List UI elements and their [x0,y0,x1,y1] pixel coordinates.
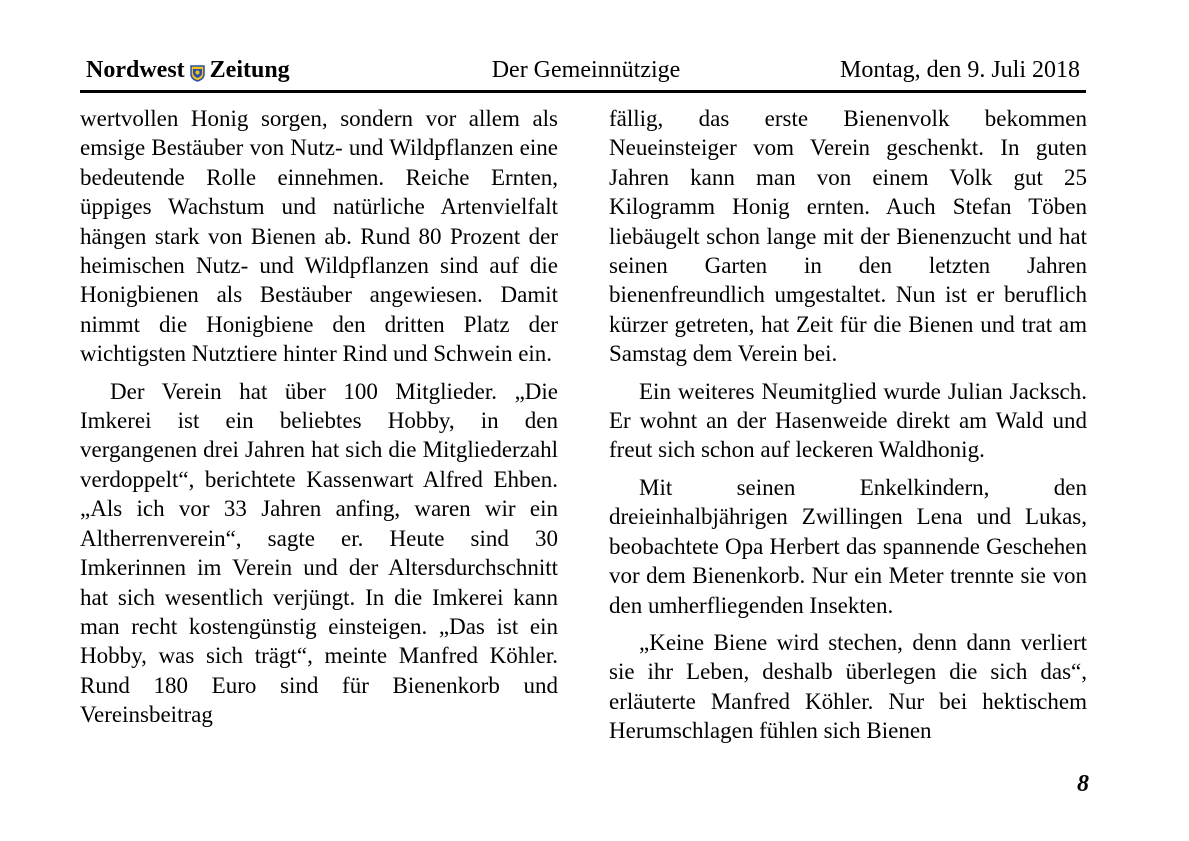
paragraph: wertvollen Honig sorgen, sondern vor allem als emsige Bestäuber von Nutz- und Wildpflanzen eine bedeutende Rolle einnehmen. Reiche Ernten, üppiges Wachstum und natürliche Artenvielfalt hängen stark von Bienen ab. Rund 80 Prozent der heimischen Nutz- und Wildpflanzen sind auf die Honigbienen als Bestäuber angewiesen. Damit nimmt die Honigbiene den dritten Platz der wichtigsten Nutztiere hinter Rind und Schwein ein. [80,106,558,367]
paragraph: Mit seinen Enkelkindern, den dreieinhalbjährigen Zwillingen Lena und Lukas, beobachtete Opa Herbert das spannende Geschehen vor dem Bienenkorb. Nur ein Meter trennte sie von den umherfliegenden Insekten. [609,474,1087,618]
newspaper-name-right: Zeitung [209,57,290,83]
section-title: Der Gemeinnützige [491,57,681,83]
paragraph: Der Verein hat über 100 Mitglieder. „Die Imkerei ist ein beliebtes Hobby, in den vergangenen drei Jahren hat sich die Mitgliederzahl verdoppelt“, berichtete Kassenwart Alfred Ehben. „Als ich vor 33 Jahren anfing, waren wir ein Altherrenverein“, sagte er. Heute sind 30 Imkerinnen im Verein und der Altersdurchschnitt hat sich wesentlich verjüngt. In die Imkerei kann man recht kostengünstig einsteigen. „Das ist ein Hobby, was sich trägt“, meinte Manfred Köhler. Rund 180 Euro sind für Bienenkorb und Vereinsbeitrag [80,378,558,728]
paragraph: fällig, das erste Bienenvolk bekommen Neueinsteiger vom Verein geschenkt. In guten Jahren kann man von einem Volk gut 25 Kilogramm Honig ernten. Auch Stefan Töben liebäugelt schon lange mit der Bienenzucht und hat seinen Garten in den letzten Jahren bienenfreundlich umgestaltet. Nun ist er beruflich kürzer getreten, hat Zeit für die Bienen und trat am Samstag dem Verein bei. [609,106,1087,367]
paragraph: „Keine Biene wird stechen, denn dann verliert sie ihr Leben, deshalb überlegen die sich das“, erläuterte Manfred Köhler. Nur bei hektischem Herumschlagen fühlen sich Bienen [609,629,1087,744]
page-header [86,57,1086,87]
issue-date: Montag, den 9. Juli 2018 [840,57,1080,83]
right-column [609,104,1087,746]
paragraph: Ein weiteres Neumitglied wurde Julian Jacksch. Er wohnt an der Hasenweide direkt am Wald und freut sich schon auf leckeren Waldhonig. [609,378,1087,463]
left-column [80,104,558,730]
newspaper-name-left: Nordwest [86,57,185,83]
page-number: 8 [1077,771,1089,797]
header-rule [80,90,1086,93]
